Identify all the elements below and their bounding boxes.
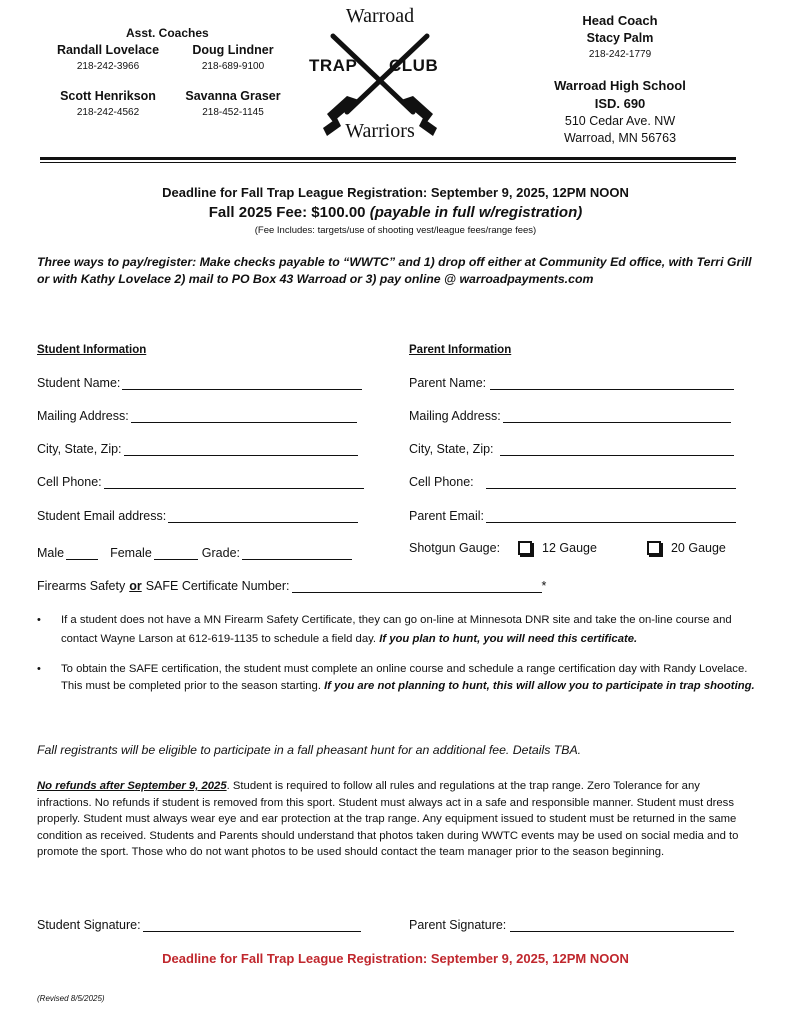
gauge-12-checkbox[interactable] bbox=[518, 541, 532, 555]
bullet-list bbox=[37, 611, 757, 694]
refund-lead: No refunds after September 9, 2025 bbox=[37, 780, 227, 792]
revised-date: (Revised 8/5/2025) bbox=[37, 994, 105, 1003]
gauge-label: Shotgun Gauge: bbox=[409, 541, 501, 555]
parent-address-input[interactable] bbox=[503, 408, 731, 423]
school-block bbox=[520, 78, 720, 145]
deadline-top: Deadline for Fall Trap League Registration: September 9, 2025, 12PM NOON bbox=[162, 185, 629, 200]
firearms-pre: Firearms Safety bbox=[37, 579, 126, 593]
logo-trap-text: TRAP bbox=[309, 56, 358, 75]
pay-ways: Three ways to pay/register: Make checks payable to “WWTC” and 1) drop off either at Community Ed office, with Terri Grill or with Kathy Lovelace 2) mail to PO Box 43 Warroad or 3) pay online @ warroadpayments.com bbox=[37, 255, 752, 286]
fee-label: Fall 2025 Fee: $100.00 bbox=[208, 204, 366, 221]
head-coach-phone: 218-242-1779 bbox=[588, 49, 652, 60]
parent-cell-label: Cell Phone: bbox=[409, 475, 474, 489]
student-cell-input[interactable] bbox=[104, 474, 364, 489]
header-divider bbox=[40, 157, 736, 160]
student-signature-field[interactable] bbox=[37, 917, 361, 932]
parent-signature-label: Parent Signature: bbox=[409, 918, 507, 932]
logo-club-text: CLUB bbox=[389, 56, 439, 75]
coach-phone: 218-689-9100 bbox=[201, 61, 265, 72]
parent-address-label: Mailing Address: bbox=[409, 409, 501, 423]
grade-label: Grade: bbox=[201, 546, 240, 560]
grade-input[interactable] bbox=[242, 545, 352, 560]
female-input[interactable] bbox=[154, 545, 198, 560]
student-name-field[interactable] bbox=[37, 375, 362, 390]
coach-1 bbox=[48, 43, 168, 72]
gauge-20-label: 20 Gauge bbox=[670, 541, 726, 555]
fee-includes: (Fee Includes: targets/use of shooting vest/league fees/range fees) bbox=[254, 225, 537, 236]
student-signature-label: Student Signature: bbox=[37, 918, 141, 932]
female-label: Female bbox=[110, 546, 152, 560]
parent-cell-field[interactable] bbox=[409, 474, 736, 489]
parent-city-label: City, State, Zip: bbox=[409, 442, 494, 456]
bullet-text: If a student does not have a MN Firearm Safety Certificate, they can go on-line at Minnesota DNR site and take the on-line course and contact Wayne Larson at 612-619-1135 to schedule a field day. bbox=[61, 614, 732, 645]
gauge-20-checkbox[interactable] bbox=[647, 541, 661, 555]
coach-name: Savanna Graser bbox=[185, 89, 281, 103]
school-district: ISD. 690 bbox=[594, 96, 646, 111]
refund-body: . Student is required to follow all rules and regulations at the trap range. Zero Tolerance for any infractions. No refunds if student is removed from this sport. Student must always act in a safe and responsible manner. Student must dress properly. Student must always wear eye and ear protection at the trap range. Any equipment issued to student must be returned in the same condition as received. Students and Parents should understand that photos taken during WWTC events may be used on social media and to promote the sport. Those who do not want photos to be used should contact the team manager prior to the season beginning. bbox=[37, 780, 739, 858]
bullet-emphasis: If you plan to hunt, you will need this certificate. bbox=[379, 633, 638, 645]
fee-line bbox=[0, 204, 791, 221]
firearms-asterisk: * bbox=[541, 579, 547, 593]
firearms-post: SAFE Certificate Number: bbox=[145, 579, 290, 593]
coach-phone: 218-242-3966 bbox=[76, 61, 140, 72]
coach-name: Randall Lovelace bbox=[56, 43, 160, 57]
certificate-number-input[interactable] bbox=[292, 578, 542, 593]
student-email-label: Student Email address: bbox=[37, 509, 167, 523]
deadline-bottom: Deadline for Fall Trap League Registration: September 9, 2025, 12PM NOON bbox=[162, 951, 629, 966]
male-input[interactable] bbox=[66, 545, 98, 560]
bullet-text: To obtain the SAFE certification, the student must complete an online course and schedule a range certification day with Randy Lovelace. This must be completed prior to the season starting. bbox=[61, 663, 748, 692]
asst-coaches-title: Asst. Coaches bbox=[126, 26, 209, 40]
logo-top-text: Warroad bbox=[345, 5, 415, 27]
list-item bbox=[37, 661, 757, 694]
fee-note: (payable in full w/registration) bbox=[369, 204, 583, 221]
parent-city-input[interactable] bbox=[500, 441, 734, 456]
bullet-icon: • bbox=[37, 614, 41, 626]
student-name-input[interactable] bbox=[122, 375, 362, 390]
parent-name-label: Parent Name: bbox=[409, 376, 487, 390]
parent-cell-input[interactable] bbox=[486, 474, 736, 489]
trap-club-logo bbox=[305, 2, 455, 144]
parent-signature-field[interactable] bbox=[409, 917, 734, 932]
bullet-icon: • bbox=[37, 663, 41, 675]
student-cell-label: Cell Phone: bbox=[37, 475, 102, 489]
firearms-or: or bbox=[129, 579, 142, 593]
parent-email-input[interactable] bbox=[486, 508, 736, 523]
logo-bottom-text: Warriors bbox=[345, 120, 415, 142]
parent-name-field[interactable] bbox=[409, 375, 734, 390]
student-email-input[interactable] bbox=[168, 508, 358, 523]
parent-city-field[interactable] bbox=[409, 441, 734, 456]
student-email-field[interactable] bbox=[37, 508, 358, 523]
school-name: Warroad High School bbox=[554, 78, 686, 93]
coach-phone: 218-242-4562 bbox=[76, 107, 140, 118]
head-coach-block bbox=[532, 13, 708, 60]
student-city-input[interactable] bbox=[124, 441, 358, 456]
school-city: Warroad, MN 56763 bbox=[563, 131, 677, 145]
male-label: Male bbox=[37, 546, 65, 560]
school-street: 510 Cedar Ave. NW bbox=[564, 114, 676, 128]
parent-signature-input[interactable] bbox=[510, 917, 734, 932]
student-cell-field[interactable] bbox=[37, 474, 364, 489]
coach-4 bbox=[178, 89, 288, 118]
coach-3 bbox=[50, 89, 166, 118]
fall-hunt-note: Fall registrants will be eligible to participate in a fall pheasant hunt for an additional fee. Details TBA. bbox=[37, 743, 582, 757]
student-signature-input[interactable] bbox=[143, 917, 361, 932]
student-info-heading: Student Information bbox=[37, 344, 147, 356]
refund-policy bbox=[37, 778, 757, 861]
header-divider-thin bbox=[40, 162, 736, 163]
head-coach-name: Stacy Palm bbox=[586, 31, 654, 45]
bullet-emphasis: If you are not planning to hunt, this will allow you to participate in trap shooting. bbox=[324, 679, 755, 692]
list-item bbox=[37, 611, 757, 649]
coach-2 bbox=[180, 43, 286, 72]
parent-email-label: Parent Email: bbox=[409, 509, 485, 523]
student-demographics-row bbox=[37, 545, 352, 560]
coach-phone: 218-452-1145 bbox=[202, 107, 264, 118]
parent-name-input[interactable] bbox=[490, 375, 734, 390]
student-address-label: Mailing Address: bbox=[37, 409, 129, 423]
parent-email-field[interactable] bbox=[409, 508, 736, 523]
head-coach-title: Head Coach bbox=[582, 13, 658, 28]
student-address-field[interactable] bbox=[37, 408, 357, 423]
firearms-certificate-field[interactable] bbox=[37, 578, 546, 593]
student-address-input[interactable] bbox=[131, 408, 357, 423]
coach-name: Scott Henrikson bbox=[60, 89, 156, 103]
student-city-label: City, State, Zip: bbox=[37, 442, 122, 456]
parent-info-heading: Parent Information bbox=[409, 344, 512, 356]
student-city-field[interactable] bbox=[37, 441, 358, 456]
gauge-12-label: 12 Gauge bbox=[542, 541, 597, 555]
shotgun-gauge-row bbox=[409, 541, 726, 555]
coach-name: Doug Lindner bbox=[192, 43, 274, 57]
parent-address-field[interactable] bbox=[409, 408, 731, 423]
student-name-label: Student Name: bbox=[37, 376, 121, 390]
